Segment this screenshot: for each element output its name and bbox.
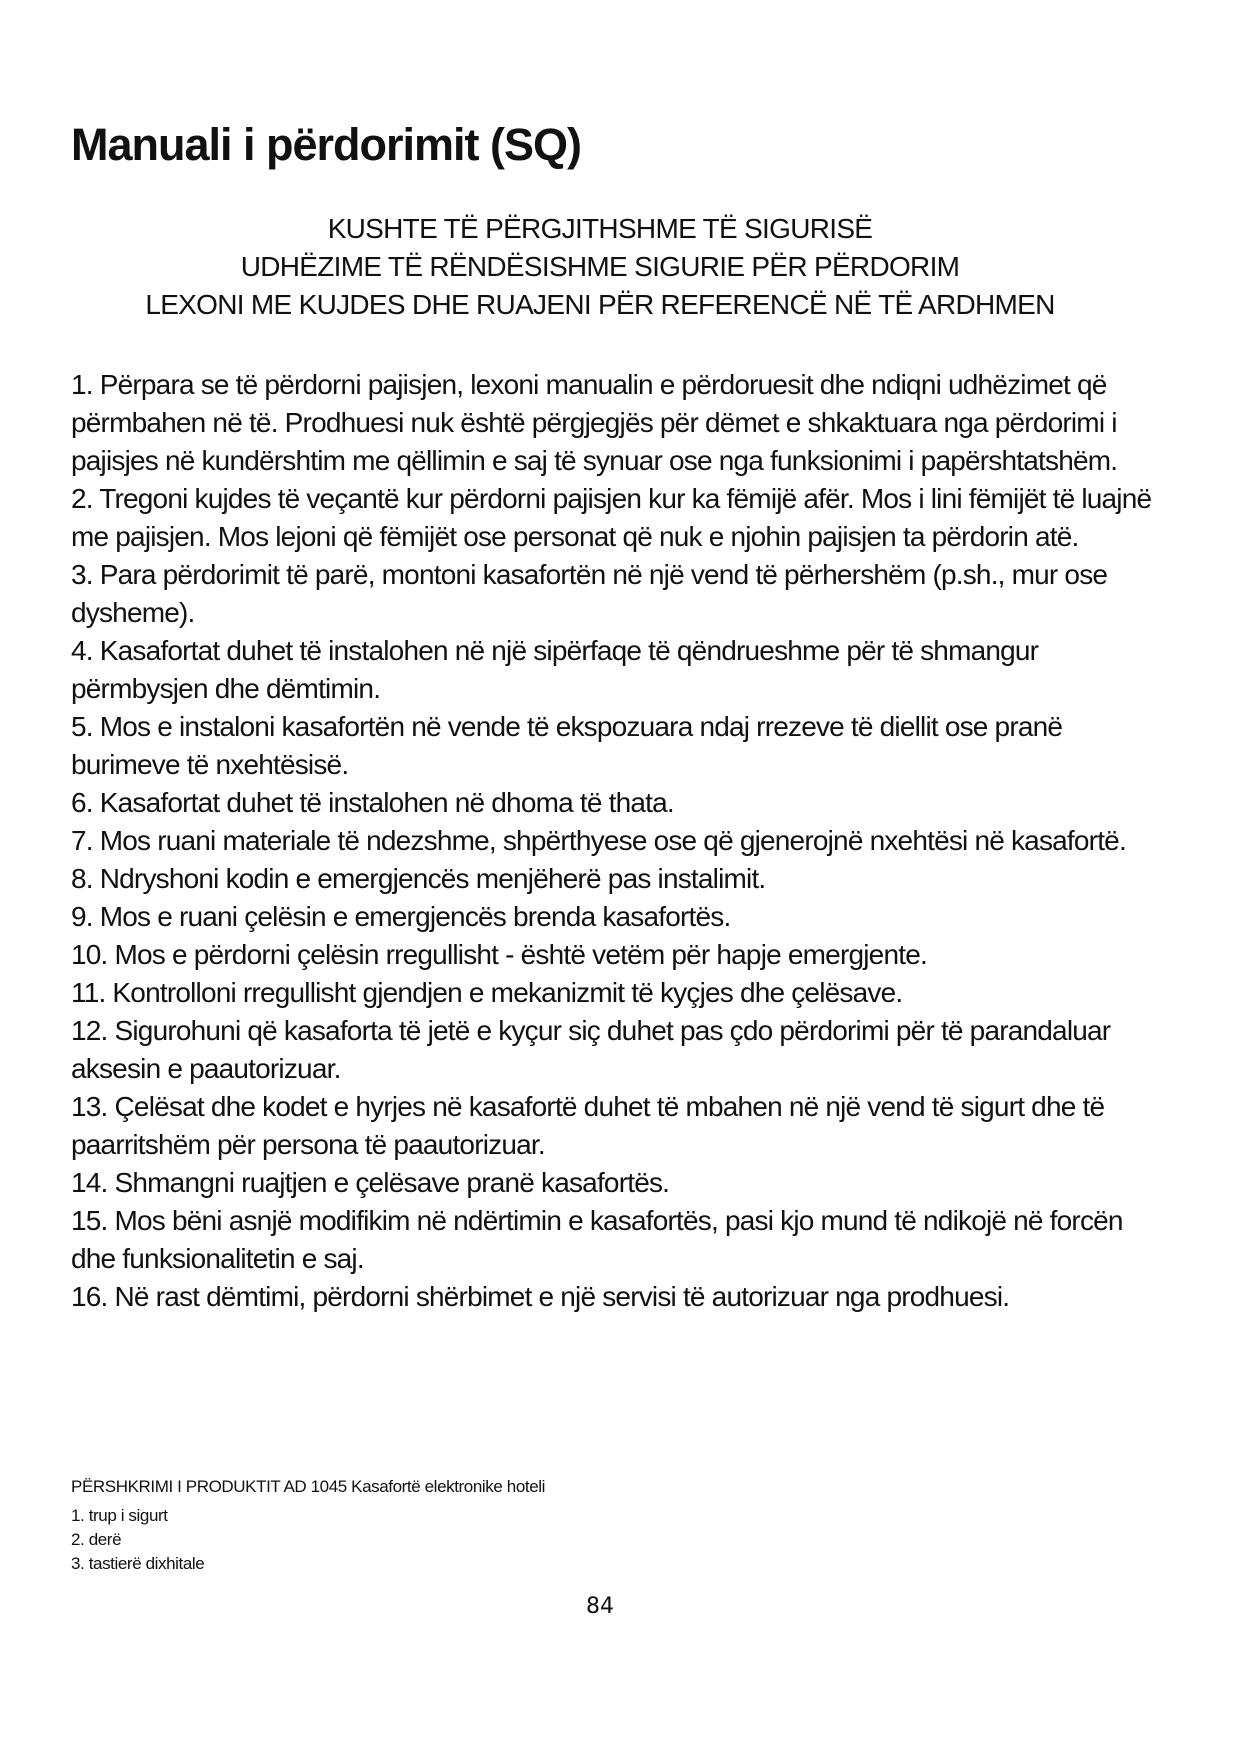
safety-rule: 5. Mos e instaloni kasafortën në vende të ekspozuara ndaj rrezeve të diellit ose pranë burimeve të nxehtësisë. (71, 711, 1063, 780)
safety-rule: 2. Tregoni kujdes të veçantë kur përdorni pajisjen kur ka fëmijë afër. Mos i lini fëmijët të luajnë me pajisjen. Mos lejoni që fëmijët ose personat që nuk e njohin pajisjen ta përdorin atë. (71, 483, 1152, 552)
safety-rule: 1. Përpara se të përdorni pajisjen, lexoni manualin e përdoruesit dhe ndiqni udhëzimet që përmbahen në të. Prodhuesi nuk është përgjegjës për dëmet e shkaktuara nga përdorimi i pajisjes në kundërshtim me qëllimin e saj të synuar ose nga funksionimi i papërshtatshëm. (71, 369, 1118, 476)
page-title: Manuali i përdorimit (SQ) (71, 119, 582, 170)
subheading-general-safety: KUSHTE TË PËRGJITHSHME TË SIGURISË (327, 213, 873, 244)
safety-rule: 4. Kasafortat duhet të instalohen në një sipërfaqe të qëndrueshme për të shmangur përmbysjen dhe dëmtimin. (71, 635, 1039, 704)
safety-rule: 12. Sigurohuni që kasaforta të jetë e kyçur siç duhet pas çdo përdorimi për të parandaluar aksesin e paautorizuar. (71, 1015, 1111, 1084)
safety-rule: 8. Ndryshoni kodin e emergjencës menjëherë pas instalimit. (71, 863, 766, 894)
safety-rule: 11. Kontrolloni rregullisht gjendjen e mekanizmit të kyçjes dhe çelësave. (71, 977, 903, 1008)
safety-rules-list (71, 366, 1161, 1316)
product-description-title: PËRSHKRIMI I PRODUKTIT AD 1045 Kasafortë elektronike hoteli (71, 1477, 546, 1496)
subheading-important-instructions: UDHËZIME TË RËNDËSISHME SIGURIE PËR PËRDORIM (240, 251, 960, 282)
safety-rule: 16. Në rast dëmtimi, përdorni shërbimet e një servisi të autorizuar nga prodhuesi. (71, 1281, 1010, 1312)
page-number: 84 (586, 1594, 614, 1619)
safety-rule: 3. Para përdorimit të parë, montoni kasafortën në një vend të përhershëm (p.sh., mur ose dysheme). (71, 559, 1108, 628)
product-part-item: 1. trup i sigurt (71, 1506, 168, 1525)
product-part-item: 2. derë (71, 1530, 122, 1549)
product-parts-list (71, 1504, 545, 1576)
product-description (71, 1474, 545, 1576)
safety-rule: 6. Kasafortat duhet të instalohen në dhoma të thata. (71, 787, 674, 818)
safety-rule: 13. Çelësat dhe kodet e hyrjes në kasafortë duhet të mbahen në një vend të sigurt dhe të paarritshëm për persona të paautorizuar. (71, 1091, 1105, 1160)
safety-subheadings (0, 210, 1200, 324)
safety-rule: 15. Mos bëni asnjë modifikim në ndërtimin e kasafortës, pasi kjo mund të ndikojë në forcën dhe funksionalitetin e saj. (71, 1205, 1123, 1274)
safety-rule: 10. Mos e përdorni çelësin rregullisht - është vetëm për hapje emergjente. (71, 939, 927, 970)
safety-rule: 7. Mos ruani materiale të ndezshme, shpërthyese ose që gjenerojnë nxehtësi në kasafortë. (71, 825, 1126, 856)
safety-rule: 9. Mos e ruani çelësin e emergjencës brenda kasafortës. (71, 901, 731, 932)
product-part-item: 3. tastierë dixhitale (71, 1554, 205, 1573)
subheading-read-carefully: LEXONI ME KUJDES DHE RUAJENI PËR REFERENCË NË TË ARDHMEN (145, 289, 1055, 320)
safety-rule: 14. Shmangni ruajtjen e çelësave pranë kasafortës. (71, 1167, 670, 1198)
